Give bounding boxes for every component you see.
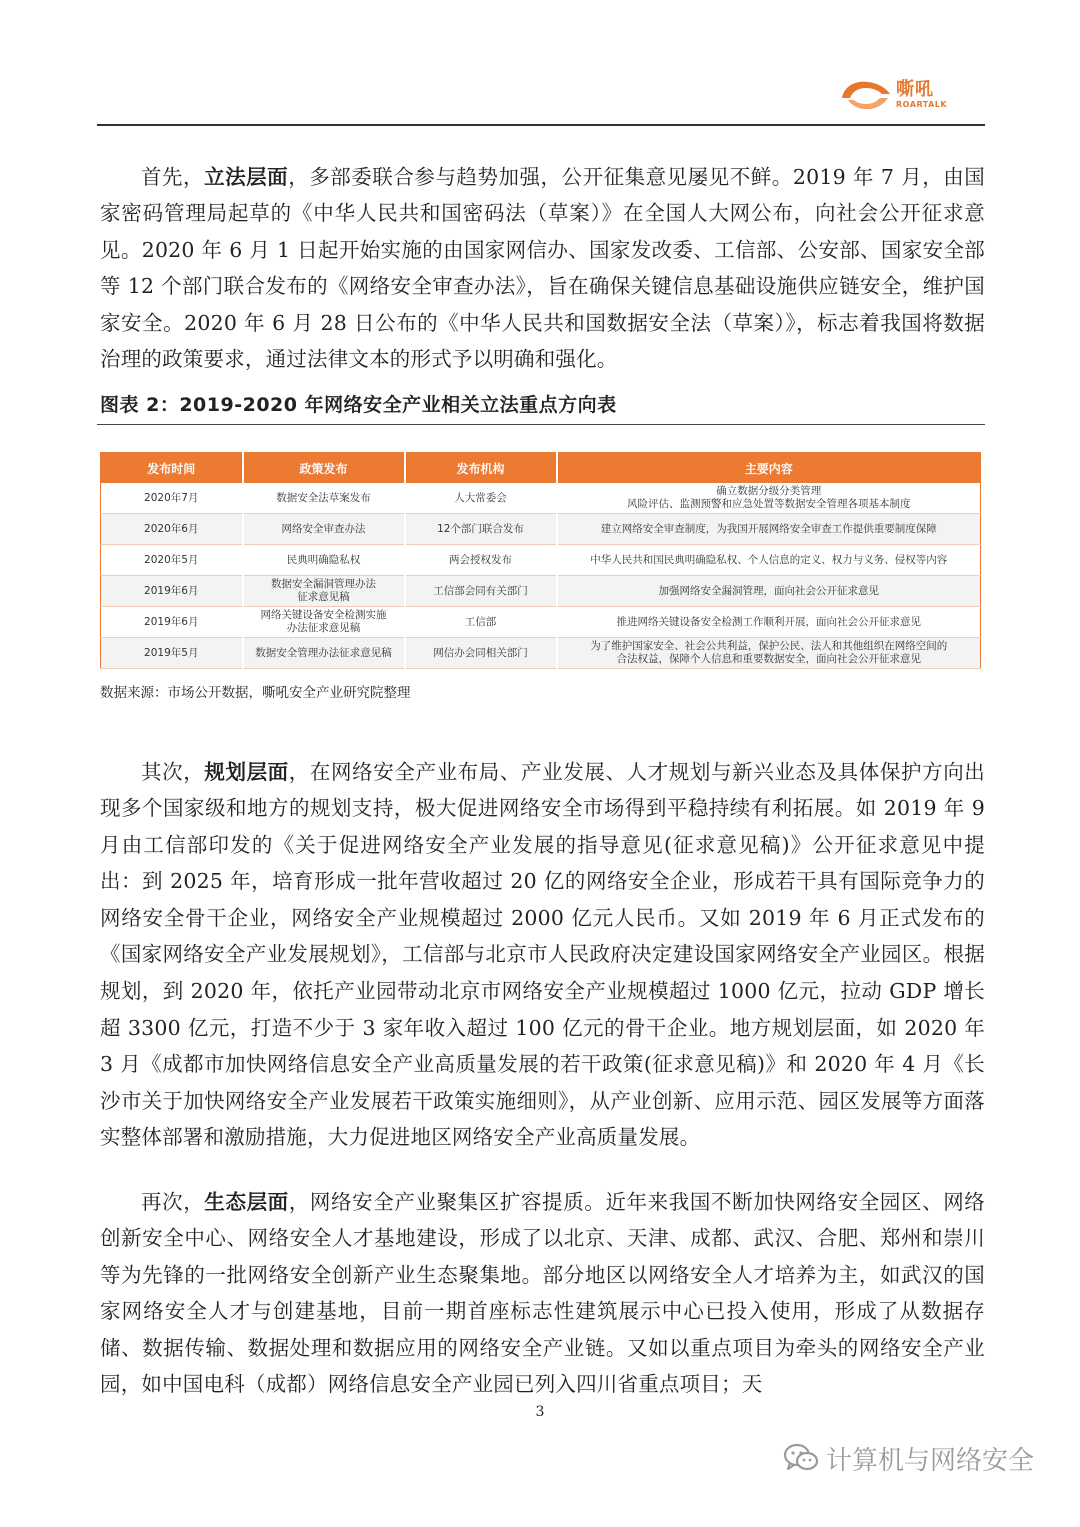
- paragraph-keyword: 生态层面: [204, 1189, 289, 1214]
- paragraph-planning: [100, 754, 985, 1157]
- roartalk-logo: [838, 74, 963, 116]
- table-cell: 网络安全审查办法: [243, 514, 405, 545]
- table-cell: 网络关键设备安全检测实施 办法征求意见稿: [243, 607, 405, 638]
- table-cell: 建立网络安全审查制度，为我国开展网络安全审查工作提供重要制度保障: [557, 514, 981, 545]
- table-cell: 中华人民共和国民典明确隐私权、个人信息的定义、权力与义务、侵权等内容: [557, 545, 981, 576]
- paragraph-body: ，在网络安全产业布局、产业发展、人才规划与新兴业态及具体保护方向出现多个国家级和地方的规划支持，极大促进网络安全市场得到平稳持续有利拓展。如 2019 年 9 月由工信部印发的《关于促进网络安全产业发展的指导意见(征求意见稿)》公开征求意见中提出：到 2025 年，培育形成一批年营收超过 20 亿的网络安全企业，形成若干具有国际竞争力的网络安全骨干企业，网络安全产业规模超过 2000 亿元人民币。又如 2019 年 6 月正式发布的《国家网络安全产业发展规划》，工信部与北京市人民政府决定建设国家网络安全产业园区。根据规划，到 2020 年，依托产业园带动北京市网络安全产业规模超过 1000 亿元，拉动 GDP 增长超 3300 亿元，打造不少于 3 家年收入超过 100 亿元的骨干企业。地方规划层面，如 2020 年 3 月《成都市加快网络信息安全产业高质量发展的若干政策(征求意见稿)》和 2020 年 4 月《长沙市关于加快网络安全产业发展若干政策实施细则》，从产业创新、应用示范、园区发展等方面落实整体部署和激励措施，大力促进地区网络安全产业高质量发展。: [100, 759, 985, 1150]
- paragraph-intro: 首先，: [141, 164, 205, 189]
- paragraph-keyword: 规划层面: [204, 759, 289, 784]
- table-cell: 12个部门联合发布: [405, 514, 557, 545]
- figure-divider: [97, 424, 985, 425]
- table-cell: 工信部会同有关部门: [405, 576, 557, 607]
- table-row: [101, 483, 981, 514]
- table-header-cell: 发布机构: [405, 453, 557, 484]
- table-cell: 确立数据分级分类管理 风险评估、监测预警和应急处置等数据安全管理各项基本制度: [557, 483, 981, 514]
- table-cell: 网信办会同相关部门: [405, 638, 557, 669]
- table-cell: 数据安全漏洞管理办法 征求意见稿: [243, 576, 405, 607]
- table-cell: 数据安全管理办法征求意见稿: [243, 638, 405, 669]
- paragraph-body: ，网络安全产业聚集区扩容提质。近年来我国不断加快网络安全园区、网络创新安全中心、网络安全人才基地建设，形成了以北京、天津、成都、武汉、合肥、郑州和崇川等为先锋的一批网络安全创新产业生态聚集地。部分地区以网络安全人才培养为主，如武汉的国家网络安全人才与创建基地，目前一期首座标志性建筑展示中心已投入使用，形成了从数据存储、数据传输、数据处理和数据应用的网络安全产业链。又如以重点项目为牵头的网络安全产业园，如中国电科（成都）网络信息安全产业园已列入四川省重点项目；天: [100, 1189, 985, 1397]
- table-header-cell: 发布时间: [101, 453, 243, 484]
- table-cell: 加强网络安全漏洞管理，面向社会公开征求意见: [557, 576, 981, 607]
- table-cell: 人大常委会: [405, 483, 557, 514]
- table-header-cell: 政策发布: [243, 453, 405, 484]
- paragraph-ecology: [100, 1184, 985, 1404]
- watermark-text: 计算机与网络安全: [826, 1445, 1035, 1476]
- logo-chinese-text: 嘶吼: [896, 79, 934, 100]
- table-cell: 2019年6月: [101, 576, 243, 607]
- table-row: [101, 576, 981, 607]
- page-number: 3: [535, 1404, 545, 1420]
- paragraph-keyword: 立法层面: [204, 164, 289, 189]
- table-row: [101, 607, 981, 638]
- header-divider: [97, 124, 985, 126]
- table-header-row: [101, 453, 981, 484]
- paragraph-body: ，多部委联合参与趋势加强，公开征集意见屡见不鲜。2019 年 7 月，由国家密码管理局起草的《中华人民共和国密码法（草案）》在全国人大网公布，向社会公开征求意见。2020 年 6 月 1 日起开始实施的由国家网信办、国家发改委、工信部、公安部、国家安全部等 12 个部门联合发布的《网络安全审查办法》，旨在确保关键信息基础设施供应链安全，维护国家安全。2020 年 6 月 28 日公布的《中华人民共和国数据安全法（草案）》，标志着我国将数据治理的政策要求，通过法律文本的形式予以明确和强化。: [100, 164, 985, 372]
- lion-head-icon: [838, 76, 894, 114]
- table-cell: 2020年7月: [101, 483, 243, 514]
- table-cell: 2019年6月: [101, 607, 243, 638]
- table-cell: 2020年5月: [101, 545, 243, 576]
- table-cell: 数据安全法草案发布: [243, 483, 405, 514]
- paragraph-legislation: [100, 159, 985, 379]
- table-cell: 工信部: [405, 607, 557, 638]
- table-header-cell: 主要内容: [557, 453, 981, 484]
- table-cell: 2019年5月: [101, 638, 243, 669]
- table-cell: 为了维护国家安全、社会公共利益，保护公民、法人和其他组织在网络空间的 合法权益，保障个人信息和重要数据安全，面向社会公开征求意见: [557, 638, 981, 669]
- table-cell: 推进网络关键设备安全检测工作顺利开展，面向社会公开征求意见: [557, 607, 981, 638]
- table-row: [101, 638, 981, 669]
- wechat-watermark: [782, 1438, 1034, 1478]
- table-row: [101, 514, 981, 545]
- logo-english-text: ROARTALK: [896, 100, 948, 109]
- legislation-table: [100, 452, 981, 669]
- paragraph-intro: 再次，: [141, 1189, 205, 1214]
- figure-title: 图表 2：2019-2020 年网络安全产业相关立法重点方向表: [100, 394, 617, 416]
- wechat-icon: [782, 1442, 820, 1474]
- paragraph-intro: 其次，: [141, 759, 205, 784]
- table-cell: 2020年6月: [101, 514, 243, 545]
- table-row: [101, 545, 981, 576]
- table-cell: 民典明确隐私权: [243, 545, 405, 576]
- data-source-note: 数据来源：市场公开数据，嘶吼安全产业研究院整理: [100, 685, 411, 701]
- table-cell: 两会授权发布: [405, 545, 557, 576]
